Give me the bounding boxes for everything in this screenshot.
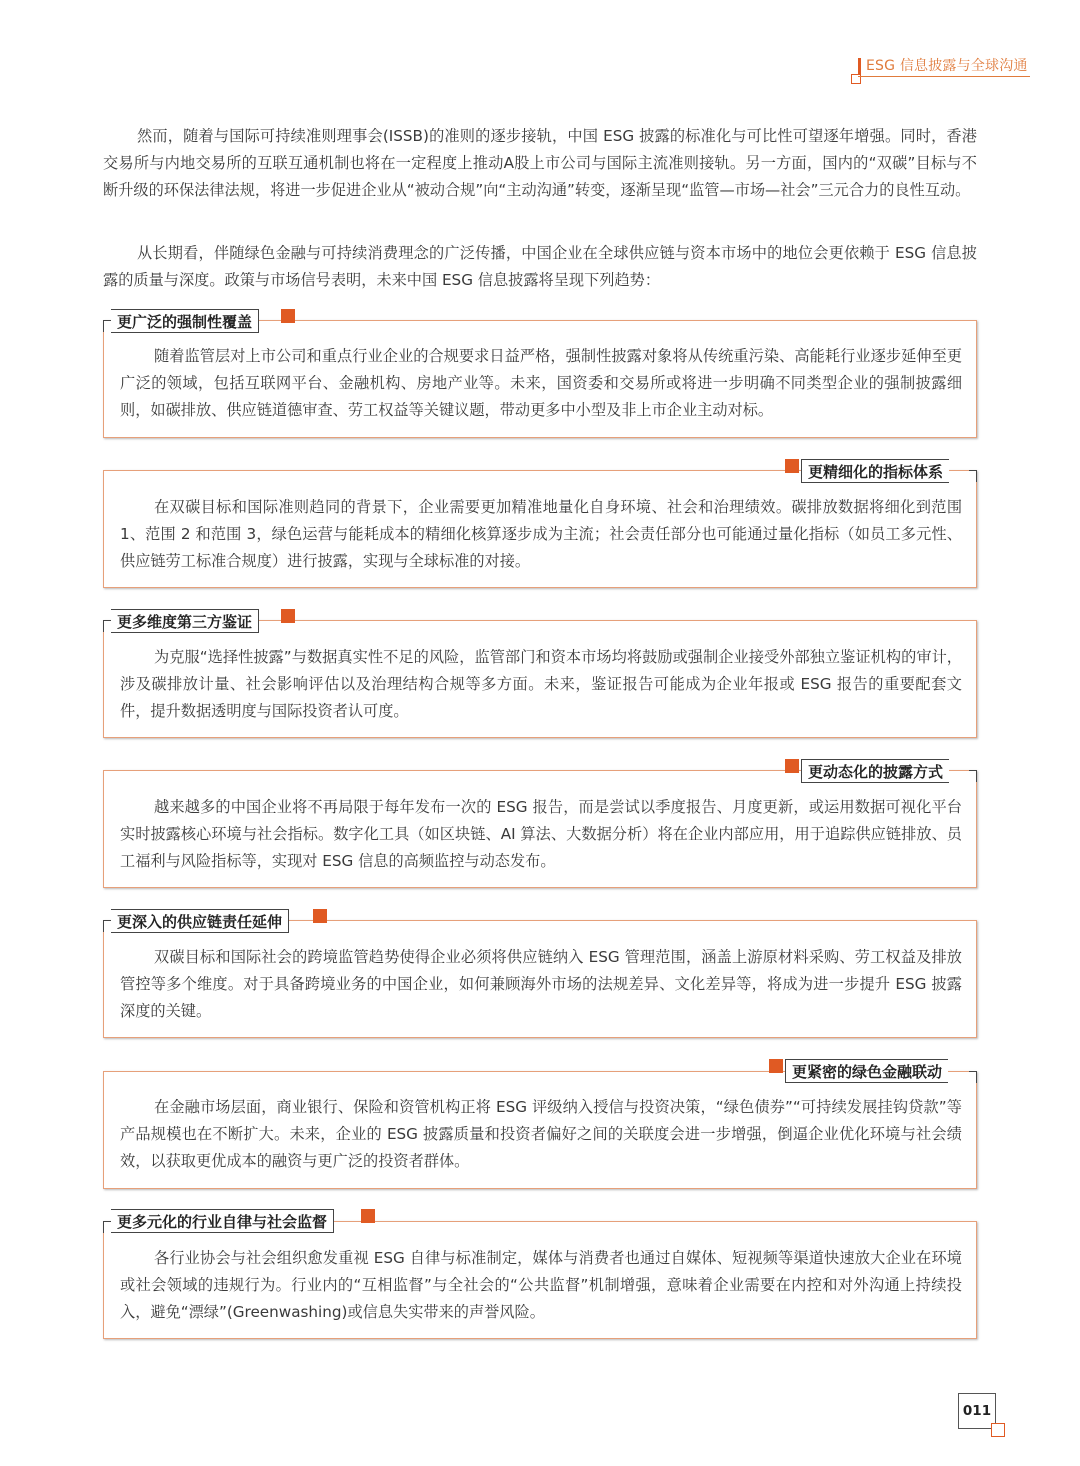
title-connector — [103, 320, 104, 332]
title-square-decoration — [281, 609, 295, 623]
title-connector — [103, 620, 111, 621]
section-title: 更紧密的绿色金融联动 — [785, 1059, 948, 1083]
title-connector — [976, 470, 977, 482]
section-title: 更多元化的行业自律与社会监督 — [111, 1209, 334, 1233]
section-title: 更多维度第三方鉴证 — [111, 609, 259, 633]
title-connector — [976, 770, 977, 782]
title-square-decoration — [785, 759, 799, 773]
title-square-decoration — [281, 309, 295, 323]
section-body: 在金融市场层面，商业银行、保险和资管机构正将 ESG 评级纳入授信与投资决策，“绿色债券”“可持续发展挂钩贷款”等产品规模也在不断扩大。未来，企业的 ESG 披露质量和投资者偏好之间的关联度会进一步增强，倒逼企业优化环境与社会绩效，以获取更优成本的融资与更广泛的投资者群体。 — [120, 1098, 962, 1170]
section-body: 随着监管层对上市公司和重点行业企业的合规要求日益严格，强制性披露对象将从传统重污染、高能耗行业逐步延伸至更广泛的领域，包括互联网平台、金融机构、房地产业等。未来，国资委和交易所或将进一步明确不同类型企业的强制披露细则，如碳排放、供应链道德审查、劳工权益等关键议题，带动更多中小型及非上市企业主动对标。 — [120, 347, 962, 419]
title-connector — [103, 1221, 111, 1222]
section-body: 各行业协会与社会组织愈发重视 ESG 自律与标准制定，媒体与消费者也通过自媒体、短视频等渠道快速放大企业在环境或社会领域的违规行为。行业内的“互相监督”与全社会的“公共监督”机制增强，意味着企业需要在内控和对外沟通上持续投入，避免“漂绿”(Greenwashing)或信息失实带来的声誉风险。 — [120, 1249, 962, 1321]
title-square-decoration — [313, 909, 327, 923]
title-square-decoration — [785, 459, 799, 473]
title-connector — [103, 920, 111, 921]
section-body: 双碳目标和国际社会的跨境监管趋势使得企业必须将供应链纳入 ESG 管理范围，涵盖上游原材料采购、劳工权益及排放管控等多个维度。对于具备跨境业务的中国企业，如何兼顾海外市场的法规差异、文化差异等，将成为进一步提升 ESG 披露深度的关键。 — [120, 948, 962, 1020]
header-underline — [858, 76, 1030, 77]
title-connector — [103, 620, 104, 632]
title-square-decoration — [361, 1209, 375, 1223]
section-body: 越来越多的中国企业将不再局限于每年发布一次的 ESG 报告，而是尝试以季度报告、月度更新，或运用数据可视化平台实时披露核心环境与社会指标。数字化工具（如区块链、AI 算法、大数据分析）将在企业内部应用，用于追踪供应链排放、员工福利与风险指标等，实现对 ESG 信息的高频监控与动态发布。 — [120, 798, 962, 870]
section-title: 更深入的供应链责任延伸 — [111, 909, 289, 933]
section-title: 更精细化的指标体系 — [801, 459, 949, 483]
section-title: 更动态化的披露方式 — [801, 759, 949, 783]
title-connector — [103, 1221, 104, 1233]
section-title: 更广泛的强制性覆盖 — [111, 309, 259, 333]
title-connector — [976, 1071, 977, 1083]
section-body: 为克服“选择性披露”与数据真实性不足的风险，监管部门和资本市场均将鼓励或强制企业接受外部独立鉴证机构的审计，涉及碳排放计量、社会影响评估以及治理结构合规等多方面。未来，鉴证报告可能成为企业年报或 ESG 报告的重要配套文件，提升数据透明度与国际投资者认可度。 — [120, 648, 962, 720]
title-connector — [103, 920, 104, 932]
running-title: ESG 信息披露与全球沟通 — [866, 58, 1028, 74]
intro-paragraph-2: 从长期看，伴随绿色金融与可持续消费理念的广泛传播，中国企业在全球供应链与资本市场中的地位会更依赖于 ESG 信息披露的质量与深度。政策与市场信号表明，未来中国 ESG 信息披露将呈现下列趋势： — [103, 244, 977, 289]
title-connector — [103, 320, 111, 321]
page-number: 011 — [958, 1393, 996, 1429]
section-body: 在双碳目标和国际准则趋同的背景下，企业需要更加精准地量化自身环境、社会和治理绩效。碳排放数据将细化到范围 1、范围 2 和范围 3，绿色运营与能耗成本的精细化核算逐步成为主流；社会责任部分也可能通过量化指标（如员工多元性、供应链劳工标准合规度）进行披露，实现与全球标准的对接。 — [120, 498, 962, 570]
title-square-decoration — [769, 1059, 783, 1073]
page-number-square-decoration — [991, 1423, 1005, 1437]
intro-paragraph-1: 然而，随着与国际可持续准则理事会(ISSB)的准则的逐步接轨，中国 ESG 披露的标准化与可比性可望逐年增强。同时，香港交易所与内地交易所的互联互通机制也将在一定程度上推动A股上市公司与国际主流准则接轨。另一方面，国内的“双碳”目标与不断升级的环保法律法规，将进一步促进企业从“被动合规”向“主动沟通”转变，逐渐呈现“监管—市场—社会”三元合力的良性互动。 — [103, 127, 977, 199]
